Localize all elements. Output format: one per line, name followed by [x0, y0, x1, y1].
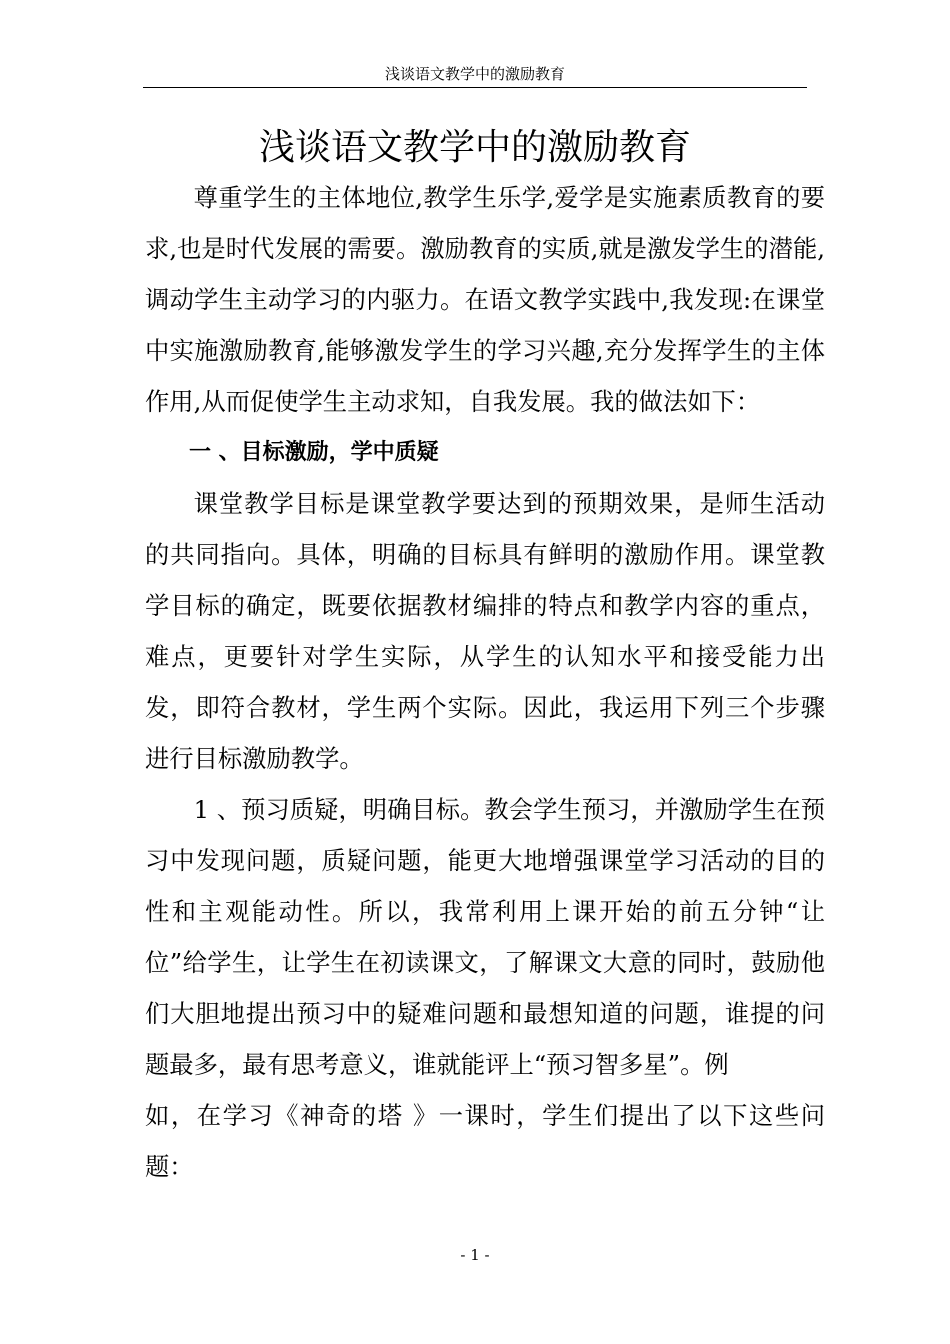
header-rule [143, 87, 807, 88]
paragraph-example: 如，在学习《神奇的塔 》一课时，学生们提出了以下这些问题： [145, 1101, 825, 1181]
paragraph-intro: 尊重学生的主体地位,教学生乐学,爱学是实施素质教育的要求,也是时代发展的需要。激励教育的实质,就是激发学生的潜能,调动学生主动学习的内驱力。在语文教学实践中,我发现:在课堂中实施激励教育,能够激发学生的学习兴趣,充分发挥学生的主体作用,从而促使学生主动求知，自我发展。我的做法如下： [145, 183, 825, 416]
document-title: 浅谈语文教学中的激励教育 [258, 127, 691, 168]
paragraph-goal: 课堂教学目标是课堂教学要达到的预期效果，是师生活动的共同指向。具体，明确的目标具有鲜明的激励作用。课堂教学目标的确定，既要依据教材编排的特点和教学内容的重点，难点，更要针对学生实际，从学生的认知水平和接受能力出发，即符合教材，学生两个实际。因此，我运用下列三个步骤进行目标激励教学。 [145, 489, 825, 773]
paragraph-step-1: 1 、预习质疑，明确目标。教会学生预习，并激励学生在预习中发现问题，质疑问题，能更大地增强课堂学习活动的目的性和主观能动性。所以，我常利用上课开始的前五分钟“让位”给学生，让学生在初读课文，了解课文大意的同时，鼓励他们大胆地提出预习中的疑难问题和最想知道的问题，谁提的问题最多，最有思考意义，谁就能评上“预习智多星”。例 [145, 795, 825, 1079]
running-header: 浅谈语文教学中的激励教育 [384, 65, 565, 83]
document-body [145, 172, 825, 1192]
section-heading: 一 、目标激励，学中质疑 [189, 440, 439, 465]
page-number: - 1 - [460, 1246, 490, 1264]
